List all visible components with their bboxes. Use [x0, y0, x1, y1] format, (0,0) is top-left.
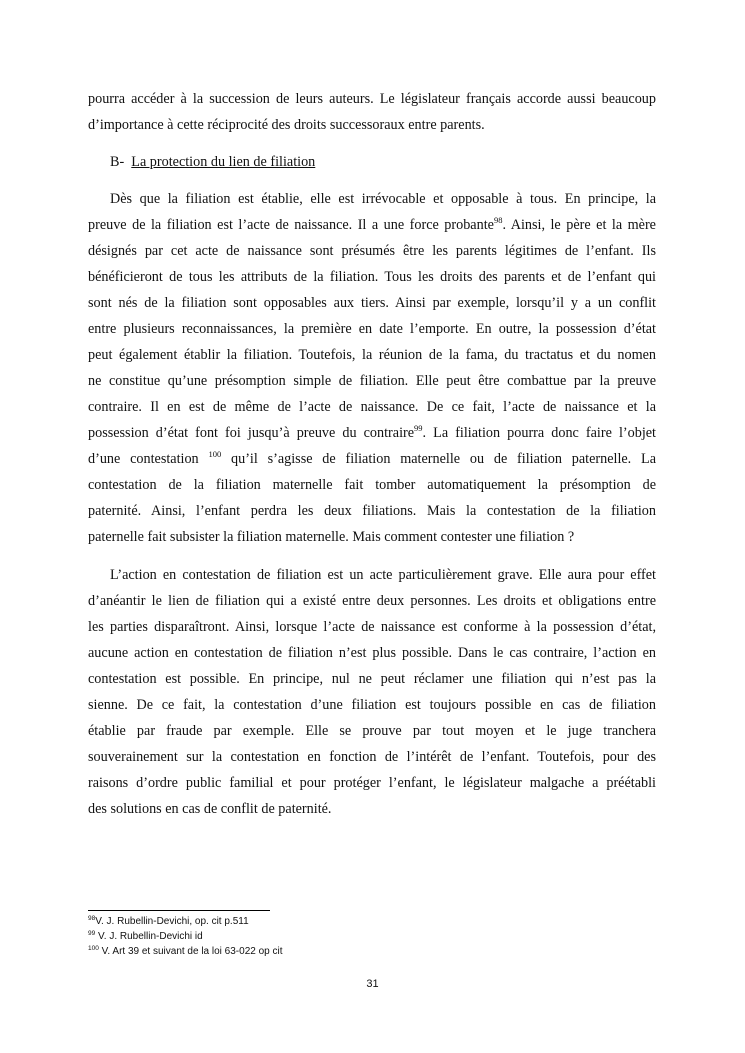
footnote-separator	[88, 910, 270, 911]
body-text-line: les parties disparaîtront. Ainsi, lorsque l’acte de naissance est conforme à la possession d’état,	[88, 619, 656, 635]
body-text-line: contraire. Il en est de même de l’acte de naissance. De ce fait, l’acte de naissance et la	[88, 399, 656, 415]
text-segment: . Ainsi, le père et la mère	[502, 217, 656, 233]
section-heading	[110, 153, 315, 171]
footnote-100	[88, 946, 283, 958]
body-text-line: paternité. Ainsi, l’enfant perdra les deux filiations. Mais la contestation de la filiation	[88, 503, 656, 519]
body-text-line: Dès que la filiation est établie, elle est irrévocable et opposable à tous. En principe, la	[110, 191, 656, 207]
body-text-line: établie par fraude par exemple. Elle se prouve par tout moyen et le juge tranchera	[88, 723, 656, 739]
section-marker: B-	[110, 154, 125, 170]
text-segment: preuve de la filiation est l’acte de naissance. Il a une force probante	[88, 217, 494, 233]
footnote-ref-98: 98	[493, 215, 503, 225]
body-text-line: aucune action en contestation de filiation n’est plus possible. Dans le cas contraire, l’action en	[88, 645, 656, 661]
footnote-text: V. J. Rubellin-Devichi, op. cit p.511	[95, 916, 249, 927]
body-text-line	[88, 424, 656, 442]
footnote-number: 98	[88, 915, 96, 922]
body-text-line: des solutions en cas de conflit de paternité.	[88, 801, 332, 817]
body-text-line	[88, 450, 656, 468]
body-text-line: souverainement sur la contestation en fonction de l’intérêt de l’enfant. Toutefois, pour des	[88, 749, 656, 765]
body-text-line: d’anéantir le lien de filiation qui a existé entre deux personnes. Les droits et obligations entre	[88, 593, 656, 609]
text-segment: possession d’état font foi jusqu’à preuve du contraire	[88, 425, 415, 441]
body-text-line: peut également établir la filiation. Toutefois, la réunion de la fama, du tractatus et du nomen	[88, 347, 656, 363]
text-segment: d’une contestation	[88, 451, 199, 467]
body-text-line: ne constitue qu’une présomption simple de filiation. Elle peut être combattue par la preuve	[88, 373, 656, 389]
body-text-line: d’importance à cette réciprocité des droits successoraux entre parents.	[88, 117, 485, 133]
footnote-text: V. J. Rubellin-Devichi id	[95, 931, 203, 942]
body-text-line: L’action en contestation de filiation est un acte particulièrement grave. Elle aura pour effet	[110, 567, 656, 583]
body-text-line: paternelle fait subsister la filiation maternelle. Mais comment contester une filiation ?	[88, 529, 575, 545]
section-title: La protection du lien de filiation	[131, 154, 316, 170]
text-segment: . La filiation pourra donc faire l’objet	[422, 425, 656, 441]
body-text-line: bénéficieront de tous les attributs de la filiation. Tous les droits des parents et de l’enfant qui	[88, 269, 656, 285]
body-text-line: sienne. De ce fait, la contestation d’une filiation est toujours possible en cas de filiation	[88, 697, 656, 713]
footnote-99	[88, 931, 203, 943]
footnote-number: 100	[88, 945, 99, 952]
footnote-ref-100: 100	[208, 449, 222, 459]
body-text-line: raisons d’ordre public familial et pour protéger l’enfant, le législateur malgache a préétabli	[88, 775, 656, 791]
body-text-line: sont nés de la filiation sont opposables aux tiers. Ainsi par exemple, lorsqu’il y a un conflit	[88, 295, 656, 311]
body-text-line: désignés par cet acte de naissance sont présumés être les parents légitimes de l’enfant. Ils	[88, 243, 656, 259]
footnote-text: V. Art 39 et suivant de la loi 63-022 op cit	[98, 946, 283, 957]
body-text-line: entre plusieurs reconnaissances, la première en date l’emporte. En outre, la possession d’état	[88, 321, 656, 337]
page-number: 31	[366, 978, 379, 990]
footnote-number: 99	[88, 930, 96, 937]
footnote-98	[88, 916, 249, 928]
body-text-line: pourra accéder à la succession de leurs auteurs. Le législateur français accorde aussi beaucoup	[88, 91, 656, 107]
text-segment: qu’il s’agisse de filiation maternelle ou de filiation paternelle. La	[221, 451, 656, 467]
body-text-line	[88, 216, 656, 234]
body-text-line: contestation de la filiation maternelle fait tomber automatiquement la présomption de	[88, 477, 656, 493]
body-text-line: contestation est possible. En principe, nul ne peut réclamer une filiation qui n’est pas la	[88, 671, 656, 687]
footnote-ref-99: 99	[414, 423, 423, 433]
